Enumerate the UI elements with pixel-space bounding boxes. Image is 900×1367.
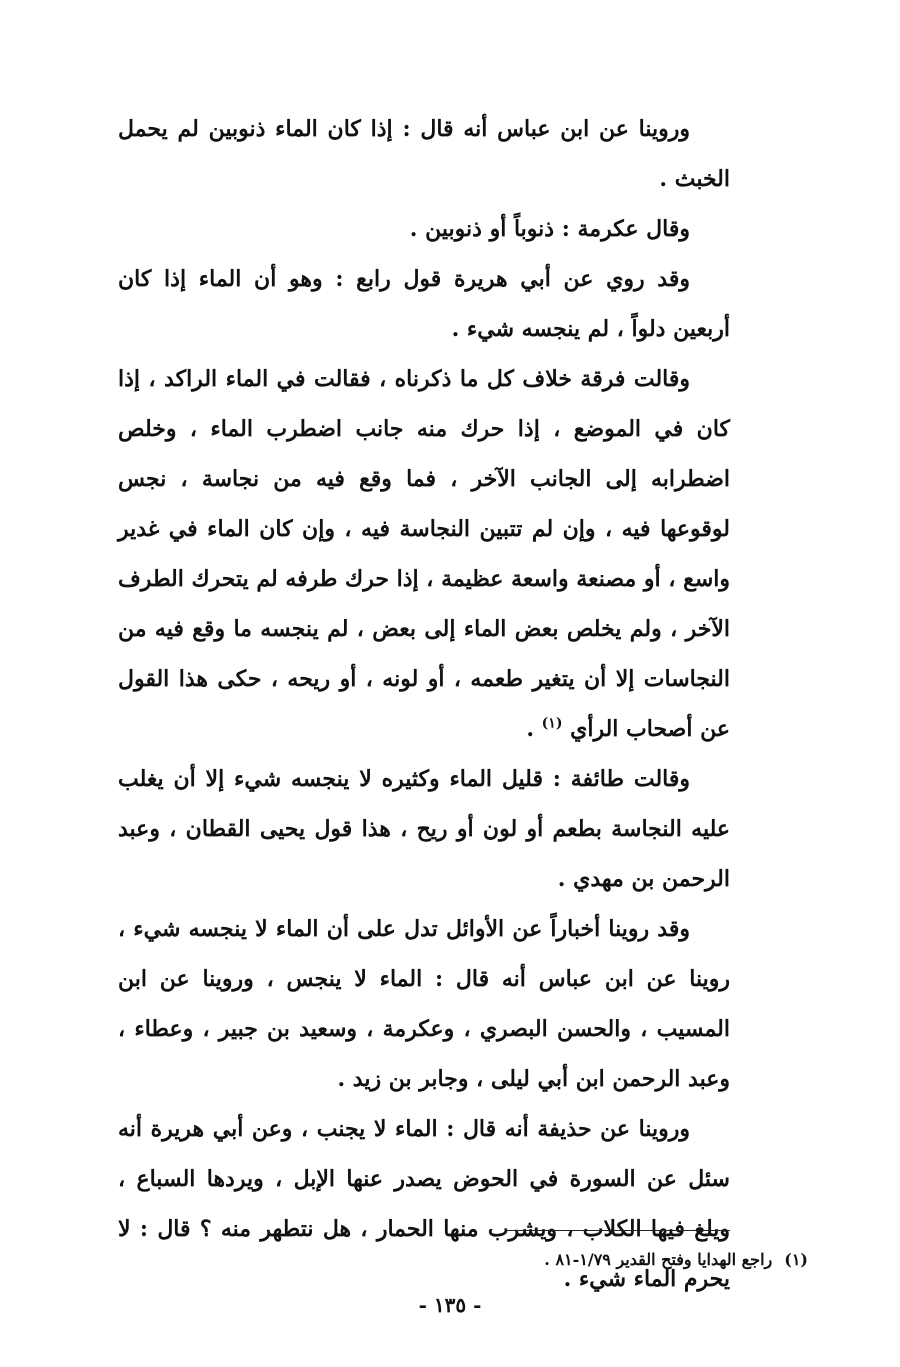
footnote-number: (١) — [784, 1250, 808, 1269]
paragraph-text: وروينا عن ابن عباس أنه قال : إذا كان الماء ذنوبين لم يحمل الخبث . — [118, 116, 730, 192]
page-number: - ١٣٥ - — [418, 1293, 482, 1317]
paragraph-text: وقالت فرقة خلاف كل ما ذكرناه ، فقالت في الماء الراكد ، إذا كان في الموضع ، إذا حرك منه جانب اضطرب الماء ، وخلص اضطرابه إلى الجانب الآخر ، فما وقع فيه من نجاسة ، نجس لوقوعها فيه ، وإن لم تتبين النجاسة فيه ، وإن كان الماء في غدير واسع ، أو مصنعة واسعة عظيمة ، إذا حرك طرفه لم يتحرك الطرف الآخر ، ولم يخلص بعض الماء إلى بعض ، لم ينجسه ما وقع فيه من النجاسات إلا أن يتغير طعمه ، أو لونه ، أو ريحه ، حكى هذا القول عن أصحاب الرأي — [118, 366, 730, 742]
paragraph-4 — [118, 354, 730, 754]
paragraph-5 — [118, 754, 730, 904]
paragraph-text: وقال عكرمة : ذنوباً أو ذنوبين . — [409, 216, 690, 242]
paragraph-7 — [118, 1104, 730, 1304]
paragraph-tail: . — [526, 716, 542, 742]
paragraph-2 — [118, 204, 730, 254]
footnote-divider — [506, 1230, 730, 1231]
paragraph-text: وقد روي عن أبي هريرة قول رابع : وهو أن الماء إذا كان أربعين دلواً ، لم ينجسه شيء . — [118, 266, 730, 342]
paragraph-1 — [118, 104, 730, 204]
paragraph-3 — [118, 254, 730, 354]
paragraph-text: وقد روينا أخباراً عن الأوائل تدل على أن الماء لا ينجسه شيء ، روينا عن ابن عباس أنه قال : الماء لا ينجس ، وروينا عن ابن المسيب ، والحسن البصري ، وعكرمة ، وسعيد بن جبير ، وعطاء ، وعبد الرحمن ابن أبي ليلى ، وجابر بن زيد . — [118, 916, 730, 1092]
footnote-reference[interactable]: (١) — [541, 715, 563, 732]
page-body — [118, 104, 730, 1304]
paragraph-text: وروينا عن حذيفة أنه قال : الماء لا يجنب ، وعن أبي هريرة أنه سئل عن السورة في الحوض يصدر عنها الإبل ، ويردها السباع ، ويلغ فيها الكلاب ، ويشرب منها الحمار ، هل نتطهر منه ؟ قال : لا يحرم الماء شيء . — [118, 1116, 730, 1292]
paragraph-6 — [118, 904, 730, 1104]
footnote-text: راجع الهدايا وفتح القدير ١/٧٩-٨١ . — [544, 1250, 773, 1269]
paragraph-text: وقالت طائفة : قليل الماء وكثيره لا ينجسه شيء إلا أن يغلب عليه النجاسة بطعم أو لون أو ريح ، هذا قول يحيى القطان ، وعبد الرحمن بن مهدي . — [118, 766, 730, 892]
footnote — [118, 1248, 808, 1272]
